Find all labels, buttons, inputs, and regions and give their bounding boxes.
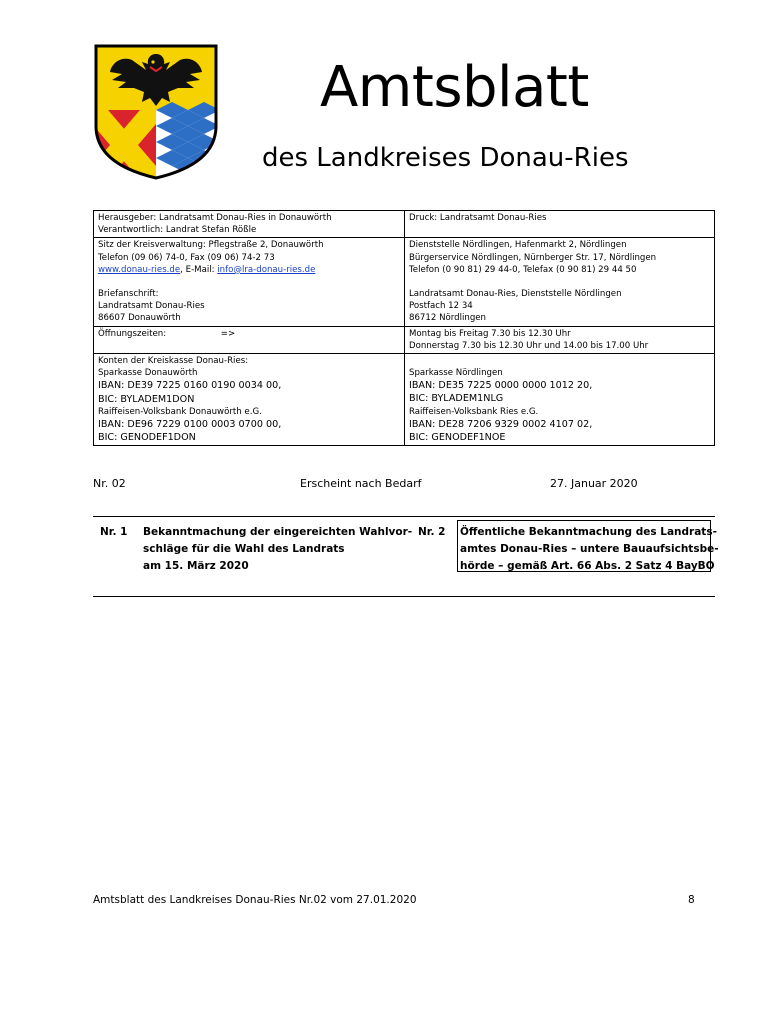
- mail-address-name: Landratsamt Donau-Ries: [98, 301, 205, 312]
- info-row-publisher: [94, 211, 715, 238]
- publisher-info-table: [93, 210, 715, 446]
- branch-line-3: Telefon (0 90 81) 29 44-0, Telefax (0 90 81) 29 44 50: [409, 264, 637, 275]
- publisher-line: Herausgeber: Landratsamt Donau-Ries in Donauwörth: [98, 213, 332, 223]
- contents-item-2-line: hörde – gemäß Art. 66 Abs. 2 Satz 4 BayBO: [460, 560, 715, 572]
- branch-address-2: Postfach 12 34: [409, 301, 473, 312]
- responsible-line: Verantwortlich: Landrat Stefan Rößle: [98, 225, 257, 236]
- contents-item-1-line: am 15. März 2020: [143, 560, 249, 572]
- contents-item-1-line: schläge für die Wahl des Landrats: [143, 543, 345, 555]
- accounts-right-cell: [405, 354, 715, 446]
- info-row-hours: [94, 326, 715, 353]
- spacer: [409, 355, 710, 367]
- accounts-left-cell: [94, 354, 405, 446]
- branch-address-3: 86712 Nördlingen: [409, 313, 487, 324]
- website-link[interactable]: www.donau-ries.de: [98, 264, 181, 275]
- publisher-cell: [94, 211, 405, 238]
- contents-item-1-number: Nr. 1: [100, 526, 128, 538]
- contents-item-2-line: Öffentliche Bekanntmachung des Landrats-: [460, 526, 717, 538]
- print-cell: [405, 211, 715, 238]
- spacer: [409, 276, 710, 288]
- bic-line: BIC: BYLADEM1DON: [98, 393, 195, 405]
- print-line: Druck: Landratsamt Donau-Ries: [409, 213, 547, 223]
- contents-item-1-line: Bekanntmachung der eingereichten Wahlvor-: [143, 526, 413, 538]
- branch-address-1: Landratsamt Donau-Ries, Dienststelle Nördlingen: [409, 289, 622, 300]
- page-title: Amtsblatt: [320, 55, 589, 120]
- address-cell: [94, 238, 405, 326]
- mail-address-label: Briefanschrift:: [98, 289, 159, 300]
- mail-address-city: 86607 Donauwörth: [98, 313, 181, 324]
- bank-name: Sparkasse Nördlingen: [409, 368, 503, 379]
- contents-item-2-line: amtes Donau-Ries – untere Bauaufsichtsbe-: [460, 543, 719, 555]
- iban-line: IBAN: DE35 7225 0000 0000 1012 20,: [409, 380, 593, 392]
- branch-line-2: Bürgerservice Nördlingen, Nürnberger Str. 17, Nördlingen: [409, 252, 657, 263]
- iban-line: IBAN: DE96 7229 0100 0003 0700 00,: [98, 419, 282, 431]
- contents-bottom-rule: [93, 596, 715, 597]
- bank-name: Raiffeisen-Volksbank Donauwörth e.G.: [98, 406, 262, 417]
- bic-line: BIC: GENODEF1NOE: [409, 432, 506, 444]
- bic-line: BIC: BYLADEM1NLG: [409, 393, 504, 405]
- coat-of-arms-icon: [92, 40, 220, 180]
- hours-label: Öffnungszeiten: =>: [98, 328, 236, 339]
- branch-line-1: Dienststelle Nördlingen, Hafenmarkt 2, Nördlingen: [409, 240, 627, 251]
- bank-name: Sparkasse Donauwörth: [98, 368, 198, 379]
- info-row-address: [94, 238, 715, 326]
- hours-cell: [405, 326, 715, 353]
- spacer: [98, 276, 400, 288]
- iban-line: IBAN: DE28 7206 9329 0002 4107 02,: [409, 418, 593, 430]
- bank-name: Raiffeisen-Volksbank Ries e.G.: [409, 406, 539, 417]
- hours-line-2: Donnerstag 7.30 bis 12.30 Uhr und 14.00 bis 17.00 Uhr: [409, 340, 649, 351]
- seat-line: Sitz der Kreisverwaltung: Pflegstraße 2, Donauwörth: [98, 240, 324, 251]
- iban-line: IBAN: DE39 7225 0160 0190 0034 00,: [98, 380, 282, 392]
- bic-line: BIC: GENODEF1DON: [98, 432, 196, 444]
- phone-line: Telefon (09 06) 74-0, Fax (09 06) 74-2 73: [98, 252, 275, 263]
- contents-item-2-title[interactable]: [460, 524, 719, 575]
- contents-top-rule: [93, 516, 715, 517]
- issue-number: Nr. 02: [93, 477, 126, 490]
- branch-cell: [405, 238, 715, 326]
- info-row-accounts: [94, 354, 715, 446]
- hours-line-1: Montag bis Freitag 7.30 bis 12.30 Uhr: [409, 328, 571, 339]
- page-subtitle: des Landkreises Donau-Ries: [262, 143, 629, 173]
- issue-frequency: Erscheint nach Bedarf: [300, 477, 422, 490]
- contents-item-2-number: Nr. 2: [418, 526, 446, 538]
- footer-text: Amtsblatt des Landkreises Donau-Ries Nr.02 vom 27.01.2020: [93, 894, 417, 906]
- page-number: 8: [688, 894, 695, 906]
- email-link[interactable]: info@lra-donau-ries.de: [217, 264, 316, 275]
- accounts-title: Konten der Kreiskasse Donau-Ries:: [98, 356, 249, 367]
- contents-item-1-title[interactable]: [143, 524, 413, 575]
- email-prefix: , E-Mail:: [180, 264, 218, 275]
- web-email-line: [98, 264, 400, 276]
- issue-date: 27. Januar 2020: [550, 477, 638, 490]
- hours-label-cell: [94, 326, 405, 353]
